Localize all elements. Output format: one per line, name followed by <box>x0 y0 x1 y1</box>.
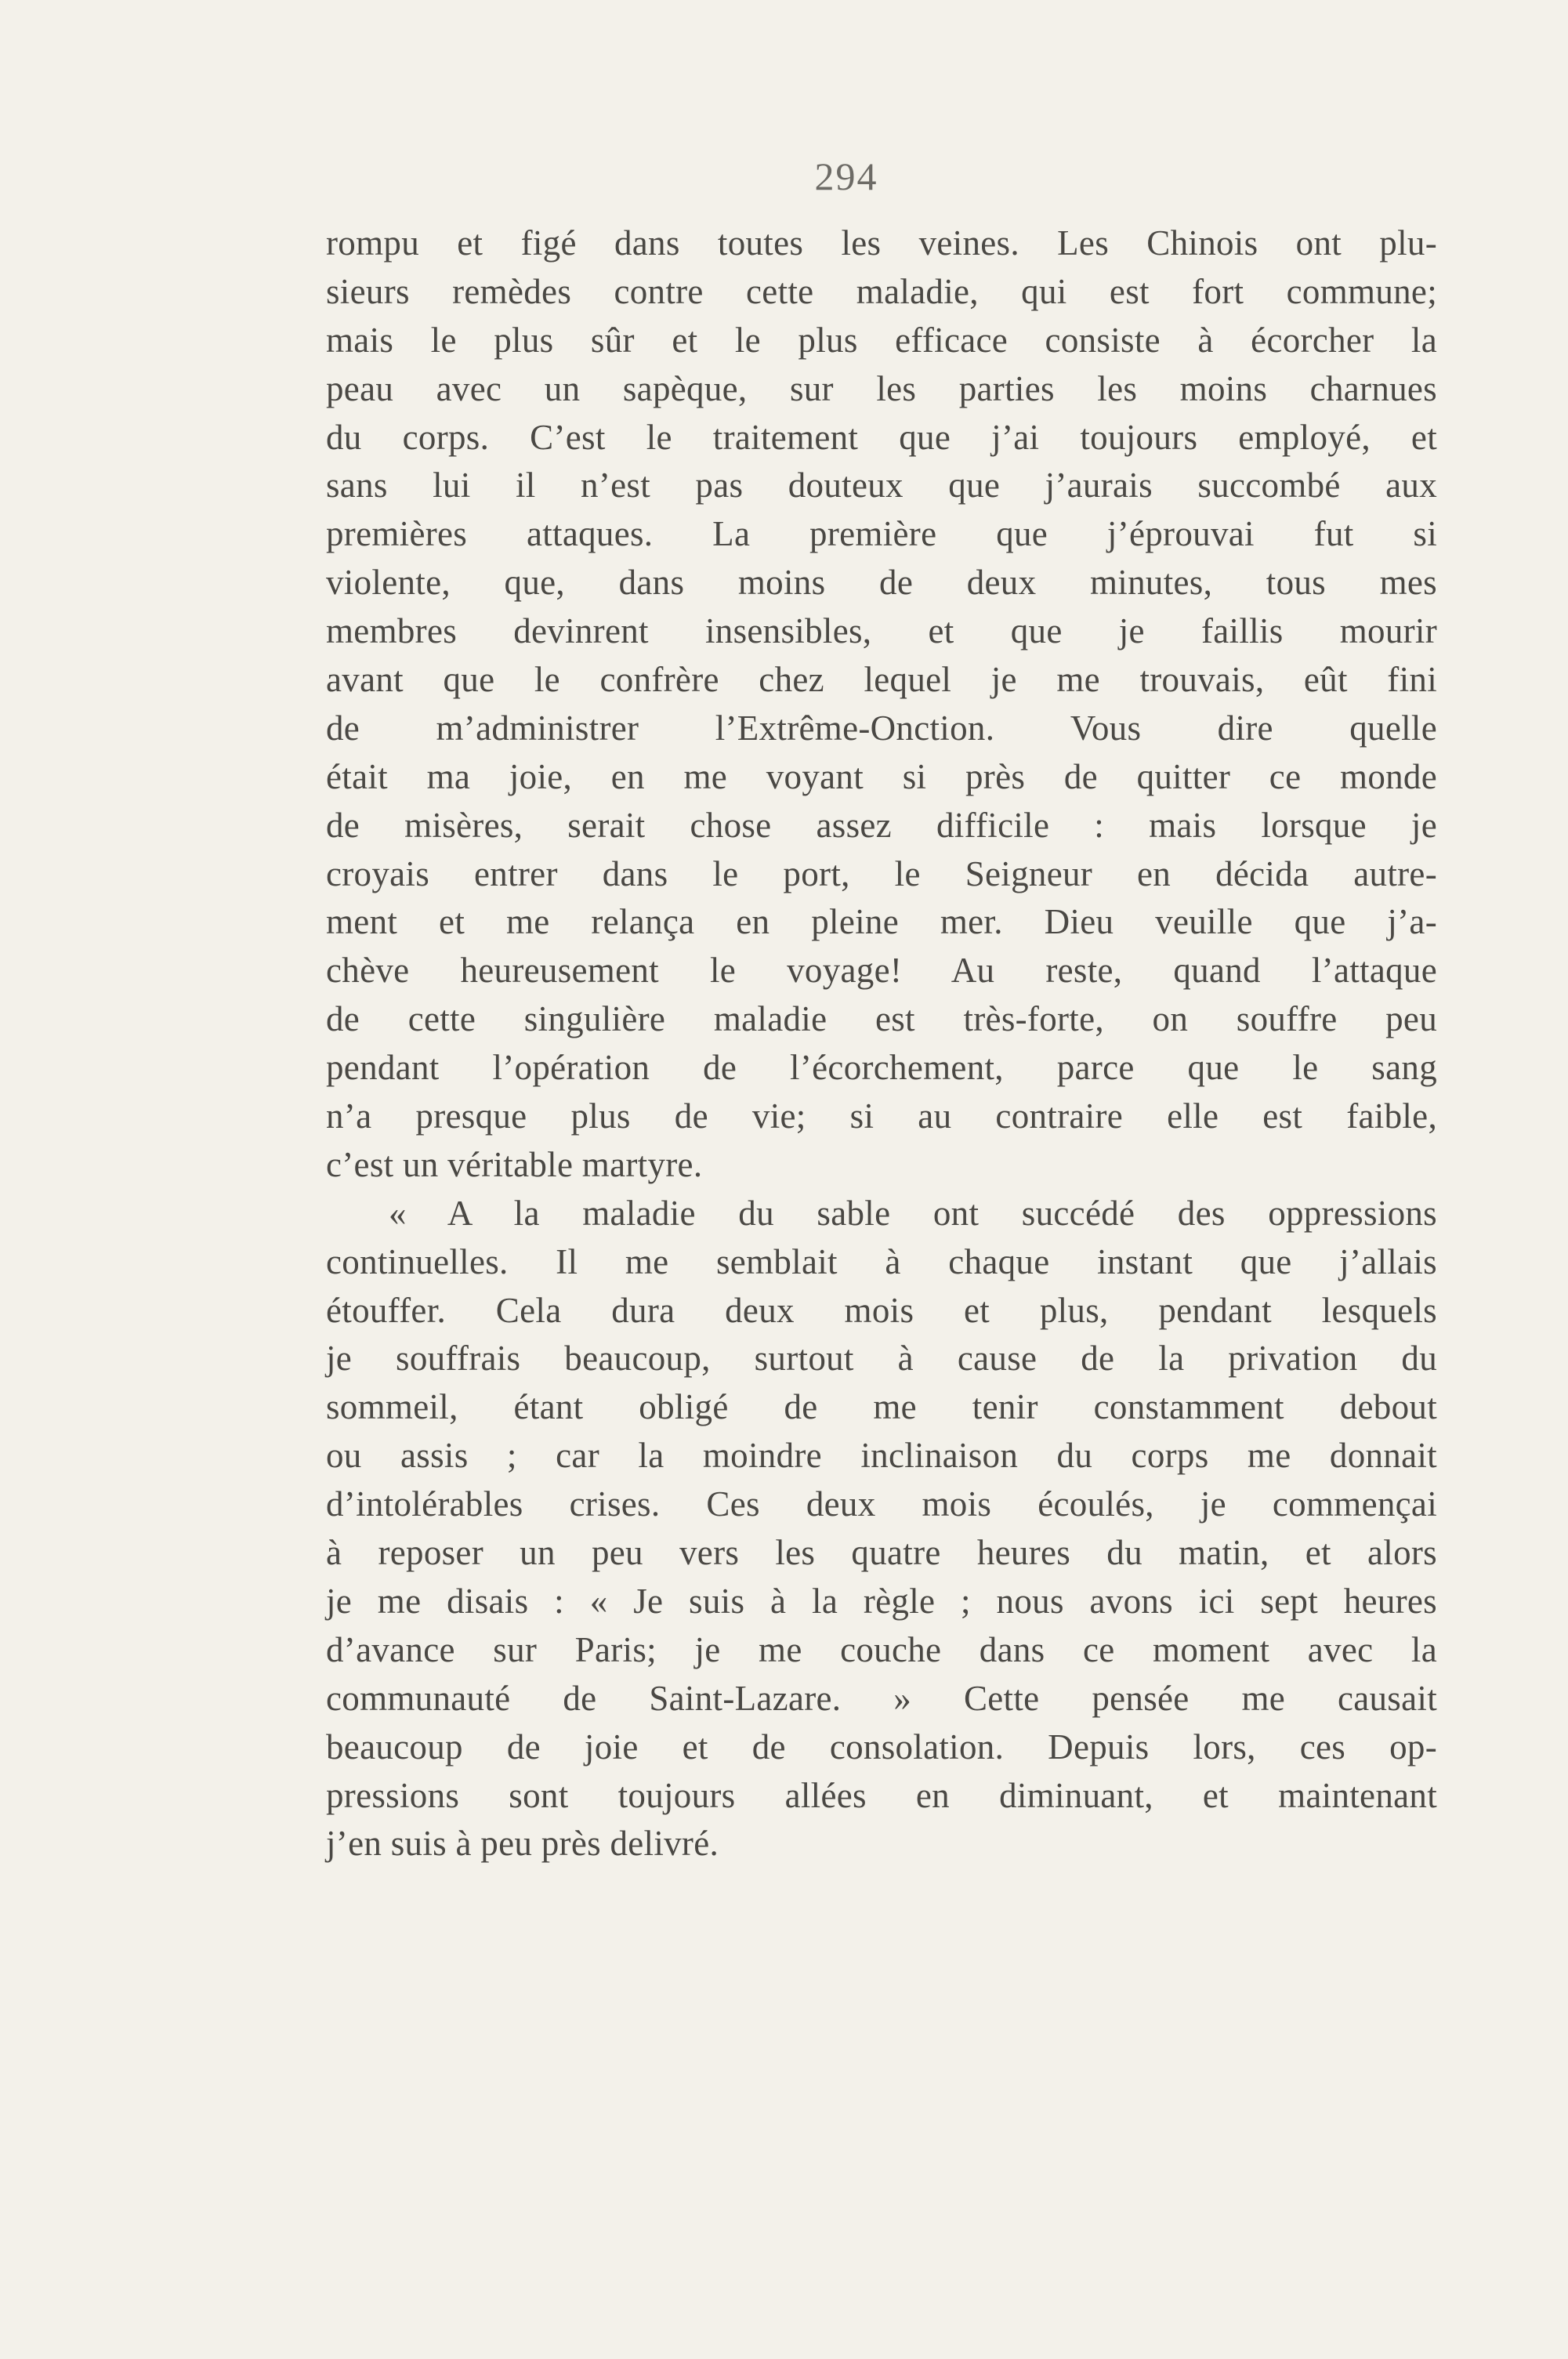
text-line: « A la maladie du sable ont succédé des oppressions <box>389 1193 1437 1233</box>
text-line: premières attaques. La première que j’éprouvai fut si <box>326 514 1437 554</box>
text-line: membres devinrent insensibles, et que je faillis mourir <box>326 611 1437 651</box>
text-line: sans lui il n’est pas douteux que j’aurais succombé aux <box>326 466 1437 506</box>
text-line: c’est un véritable martyre. <box>326 1144 703 1184</box>
text-line: d’intolérables crises. Ces deux mois écoulés, je commençai <box>326 1484 1437 1524</box>
text-line: de cette singulière maladie est très-forte, on souffre peu <box>326 999 1437 1039</box>
text-line: je souffrais beaucoup, surtout à cause de la privation du <box>326 1339 1437 1379</box>
text-line: sieurs remèdes contre cette maladie, qui est fort commune; <box>326 271 1437 311</box>
text-line: de m’administrer l’Extrême-Onction. Vous dire quelle <box>326 708 1437 748</box>
text-line: mais le plus sûr et le plus efficace consiste à écorcher la <box>326 320 1437 360</box>
text-line: avant que le confrère chez lequel je me trouvais, eût fini <box>326 660 1437 700</box>
text-line: du corps. C’est le traitement que j’ai toujours employé, et <box>326 417 1437 457</box>
text-line: de misères, serait chose assez difficile : mais lorsque je <box>326 805 1437 845</box>
text-line: beaucoup de joie et de consolation. Depuis lors, ces op- <box>326 1727 1437 1767</box>
text-line: n’a presque plus de vie; si au contraire elle est faible, <box>326 1096 1437 1136</box>
text-line: était ma joie, en me voyant si près de quitter ce monde <box>326 756 1437 796</box>
text-line: je me disais : « Je suis à la règle ; nous avons ici sept heures <box>326 1581 1437 1621</box>
text-line: pressions sont toujours allées en diminuant, et maintenant <box>326 1775 1437 1815</box>
text-line: continuelles. Il me semblait à chaque instant que j’allais <box>326 1241 1437 1281</box>
text-line: d’avance sur Paris; je me couche dans ce moment avec la <box>326 1629 1437 1669</box>
text-line: étouffer. Cela dura deux mois et plus, pendant lesquels <box>326 1290 1437 1330</box>
text-line: chève heureusement le voyage! Au reste, quand l’attaque <box>326 951 1437 991</box>
page-number: 294 <box>814 154 878 198</box>
text-line: violente, que, dans moins de deux minutes, tous mes <box>326 563 1437 603</box>
text-line: rompu et figé dans toutes les veines. Les Chinois ont plu- <box>326 223 1437 263</box>
body-text <box>326 219 1437 1868</box>
text-line: j’en suis à peu près delivré. <box>326 1824 719 1864</box>
text-line: peau avec un sapèque, sur les parties les moins charnues <box>326 368 1437 408</box>
text-line: à reposer un peu vers les quatre heures du matin, et alors <box>326 1533 1437 1573</box>
text-line: pendant l’opération de l’écorchement, parce que le sang <box>326 1048 1437 1088</box>
text-line: sommeil, étant obligé de me tenir constamment debout <box>326 1387 1437 1427</box>
text-line: ou assis ; car la moindre inclinaison du corps me donnait <box>326 1436 1437 1476</box>
text-line: communauté de Saint-Lazare. » Cette pensée me causait <box>326 1678 1437 1718</box>
text-line: croyais entrer dans le port, le Seigneur en décida autre- <box>326 853 1437 893</box>
text-line: ment et me relança en pleine mer. Dieu veuille que j’a- <box>326 902 1437 942</box>
